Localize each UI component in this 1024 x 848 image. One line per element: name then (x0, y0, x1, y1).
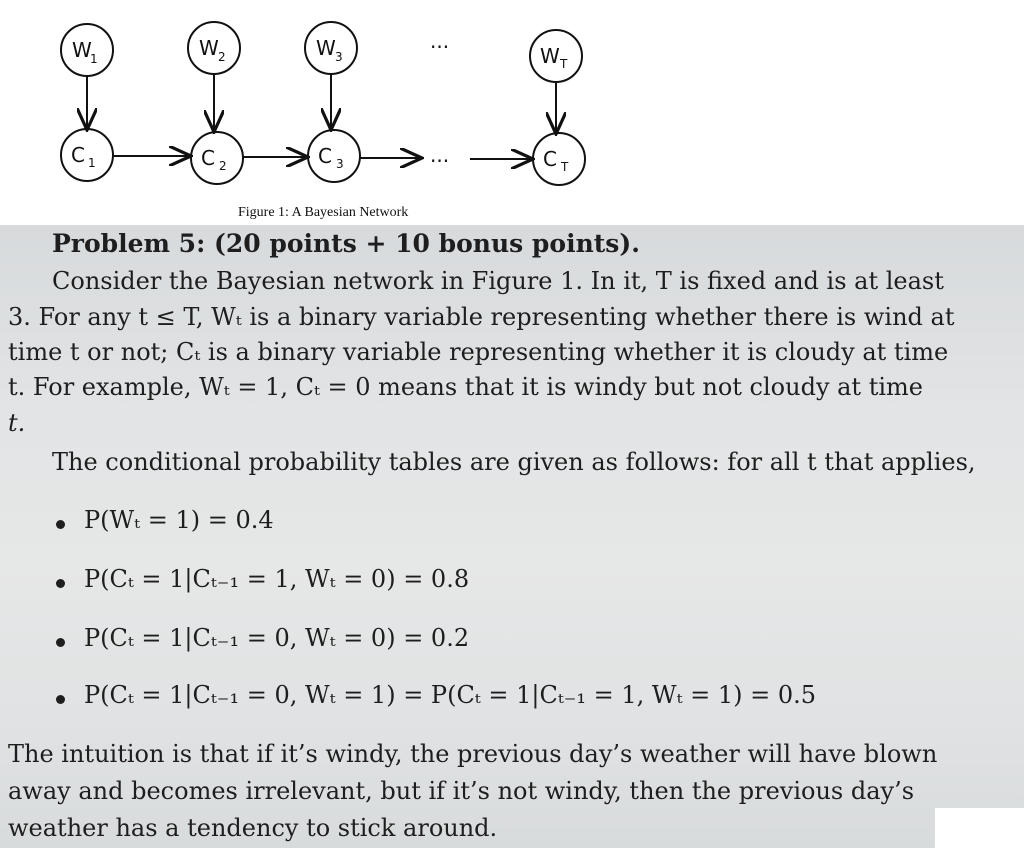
svg-text:W: W (72, 38, 92, 62)
svg-text:W: W (199, 36, 219, 60)
para3-line-2: away and becomes irrelevant, but if it’s not windy, then the previous day’s (8, 777, 915, 805)
para1-line-2: 3. For any t ≤ T, Wₜ is a binary variable representing whether there is wind at (8, 303, 955, 331)
cpt-bullet-3: P(Cₜ = 1|Cₜ₋₁ = 0, Wₜ = 0) = 0.2 (84, 624, 470, 652)
node-wt (530, 30, 582, 82)
para1-line-1: Consider the Bayesian network in Figure 1. In it, T is fixed and is at least (52, 267, 944, 295)
svg-text:3: 3 (335, 50, 343, 64)
para2: The conditional probability tables are given as follows: for all t that applies, (52, 448, 976, 476)
svg-text:T: T (560, 57, 568, 71)
c-ellipsis: ... (430, 143, 450, 167)
problem-text-photo (0, 225, 1024, 848)
bayesian-network-diagram (0, 0, 1024, 205)
svg-text:C: C (201, 146, 215, 170)
node-c3 (308, 130, 360, 182)
cpt-bullet-1: P(Wₜ = 1) = 0.4 (84, 506, 274, 534)
bullet-dot-1 (56, 520, 65, 529)
svg-text:C: C (318, 144, 332, 168)
bullet-dot-4 (56, 695, 65, 704)
node-c2 (191, 132, 243, 184)
node-c1 (61, 129, 113, 181)
node-w1 (61, 24, 113, 76)
para3-line-1: The intuition is that if it’s windy, the previous day’s weather will have blown (8, 740, 938, 768)
bullet-dot-3 (56, 638, 65, 647)
svg-text:1: 1 (90, 52, 98, 66)
node-w2 (188, 22, 240, 74)
problem-heading: Problem 5: (20 points + 10 bonus points). (52, 229, 640, 258)
svg-text:W: W (540, 44, 560, 68)
cpt-bullet-4: P(Cₜ = 1|Cₜ₋₁ = 0, Wₜ = 1) = P(Cₜ = 1|Cₜ₋₁ = 1, Wₜ = 1) = 0.5 (84, 681, 817, 709)
bullet-dot-2 (56, 579, 65, 588)
corner-patch (935, 808, 1024, 848)
svg-text:C: C (543, 147, 557, 171)
para3-line-3: weather has a tendency to stick around. (8, 814, 498, 842)
svg-text:3: 3 (336, 157, 344, 171)
figure-caption: Figure 1: A Bayesian Network (238, 205, 409, 220)
para1-line-3: time t or not; Cₜ is a binary variable representing whether it is cloudy at time (8, 338, 949, 366)
node-w3 (305, 22, 357, 74)
svg-text:2: 2 (219, 159, 227, 173)
para1-line-5: t. (8, 409, 26, 437)
w-ellipsis: ... (430, 29, 450, 53)
svg-text:C: C (71, 143, 85, 167)
svg-text:1: 1 (88, 156, 96, 170)
para1-line-4: t. For example, Wₜ = 1, Cₜ = 0 means that it is windy but not cloudy at time (8, 373, 923, 401)
node-ct (533, 133, 585, 185)
bayesian-network-figure (0, 0, 1024, 225)
svg-text:W: W (316, 36, 336, 60)
svg-text:2: 2 (218, 50, 226, 64)
cpt-bullet-2: P(Cₜ = 1|Cₜ₋₁ = 1, Wₜ = 0) = 0.8 (84, 565, 470, 593)
svg-text:T: T (561, 160, 569, 174)
